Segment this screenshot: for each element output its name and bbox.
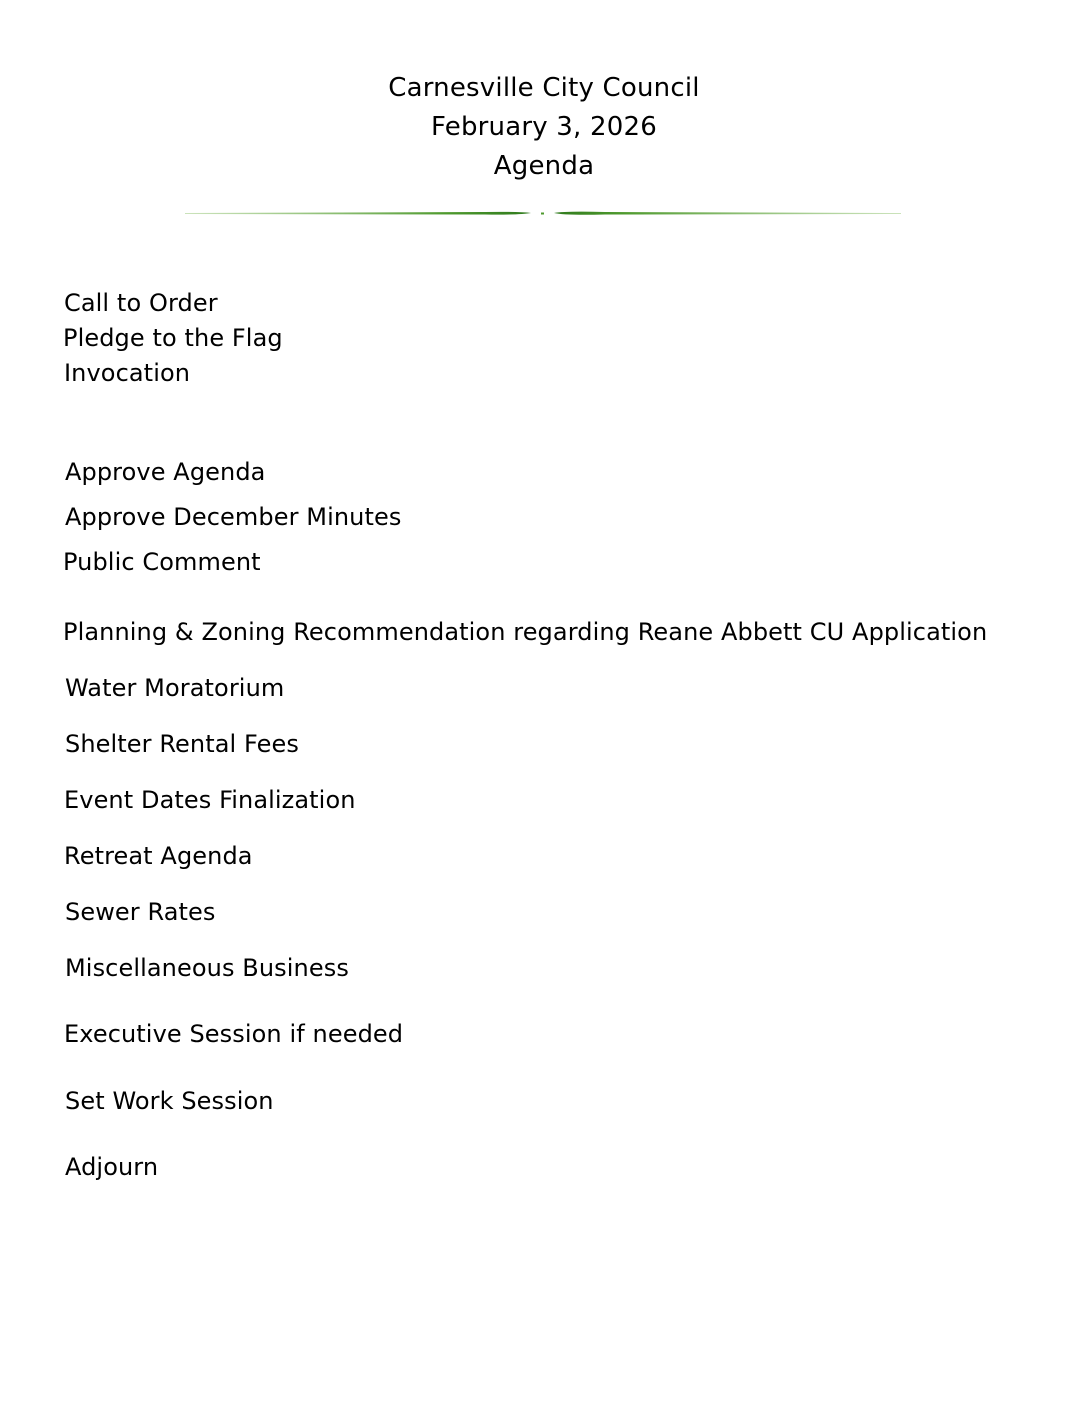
agenda-item-invocation: Invocation xyxy=(64,359,191,387)
agenda-item-adjourn: Adjourn xyxy=(65,1153,159,1181)
agenda-item-sewer-rates: Sewer Rates xyxy=(65,898,216,926)
agenda-item-pledge: Pledge to the Flag xyxy=(63,324,283,352)
meeting-date: February 3, 2026 xyxy=(431,112,657,142)
agenda-item-water-moratorium: Water Moratorium xyxy=(65,674,285,702)
agenda-heading: Agenda xyxy=(493,151,595,181)
agenda-item-retreat-agenda: Retreat Agenda xyxy=(64,842,253,870)
agenda-item-misc-business: Miscellaneous Business xyxy=(65,954,349,982)
agenda-item-work-session: Set Work Session xyxy=(65,1087,274,1115)
divider-left-stroke xyxy=(185,212,531,215)
agenda-item-executive-session: Executive Session if needed xyxy=(64,1020,404,1048)
agenda-item-event-dates: Event Dates Finalization xyxy=(64,786,356,814)
agenda-item-approve-agenda: Approve Agenda xyxy=(65,458,266,486)
agenda-item-public-comment: Public Comment xyxy=(63,548,261,576)
council-title: Carnesville City Council xyxy=(388,73,700,103)
agenda-item-call-to-order: Call to Order xyxy=(64,289,218,317)
divider-center-dot xyxy=(541,213,544,215)
divider-right-stroke xyxy=(554,212,901,215)
agenda-item-planning-zoning: Planning & Zoning Recommendation regarding Reane Abbett CU Application xyxy=(63,618,988,646)
document-header xyxy=(0,69,1088,186)
agenda-item-approve-minutes: Approve December Minutes xyxy=(65,503,402,531)
agenda-item-shelter-fees: Shelter Rental Fees xyxy=(65,730,299,758)
decorative-divider xyxy=(185,205,901,219)
